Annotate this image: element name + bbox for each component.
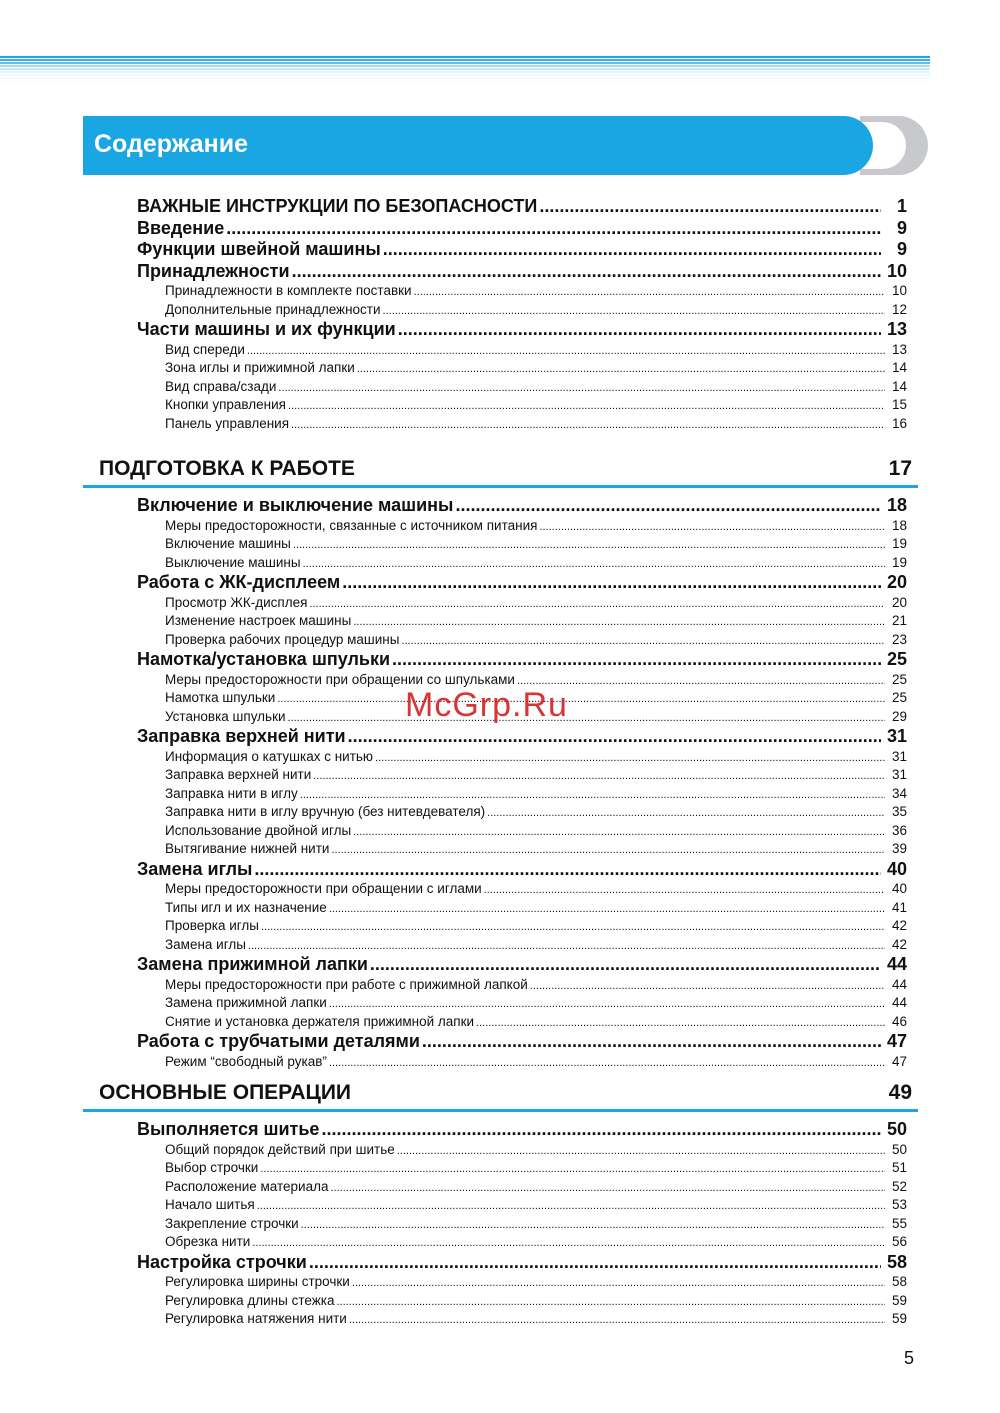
dot-leader: [257, 1196, 885, 1216]
toc-chapter-entry[interactable]: [137, 261, 907, 283]
toc-entry-text: Типы игл и их назначение: [165, 899, 327, 915]
toc-entry-text: Закрепление строчки: [165, 1215, 299, 1231]
toc-entry-page: 51: [891, 1160, 907, 1175]
dot-leader: [288, 396, 885, 416]
toc-entry-page: 55: [891, 1215, 907, 1231]
toc-subentry[interactable]: [137, 1196, 907, 1215]
toc-entry-text: Вытягивание нижней нити: [165, 841, 330, 856]
toc-entry-page: 21: [891, 613, 907, 628]
dot-leader: [329, 1053, 885, 1073]
dot-leader: [331, 1178, 886, 1198]
dot-leader: [349, 1310, 885, 1330]
toc-subentry[interactable]: [137, 1215, 907, 1234]
page-title: Содержание: [94, 130, 249, 158]
toc-entry-text: Замена иглы: [137, 858, 253, 879]
toc-subentry[interactable]: [137, 301, 907, 320]
dot-leader: [331, 840, 885, 860]
toc-entry-page: 40: [886, 858, 907, 879]
toc-entry-page: 10: [891, 283, 907, 298]
title-banner: [83, 116, 873, 175]
toc-subentry[interactable]: [137, 880, 907, 899]
toc-entry-text: Начало шитья: [165, 1197, 255, 1212]
dot-leader: [292, 261, 881, 283]
dot-leader: [392, 649, 881, 671]
toc-entry-page: 25: [891, 671, 907, 687]
dot-leader: [293, 535, 885, 555]
toc-entry-text: Регулировка ширины строчки: [165, 1274, 350, 1289]
toc-subentry[interactable]: [137, 359, 907, 378]
toc-chapter-entry[interactable]: [137, 218, 907, 240]
toc-chapter-entry[interactable]: [137, 726, 907, 748]
toc-subentry[interactable]: [137, 517, 907, 536]
toc-entry-text: Дополнительные принадлежности: [165, 301, 381, 317]
toc-entry-text: Установка шпульки: [165, 708, 286, 724]
toc-entry-page: 23: [891, 631, 907, 647]
toc-subentry[interactable]: [137, 341, 907, 360]
toc-entry-text: Замена прижимной лапки: [165, 995, 327, 1010]
toc-entry-page: 29: [891, 708, 907, 724]
toc-entry-page: 58: [886, 1251, 907, 1272]
toc-entry-page: 9: [896, 239, 907, 259]
toc-entry-text: Выключение машины: [165, 554, 301, 570]
toc-subentry[interactable]: [137, 822, 907, 841]
dot-leader: [254, 859, 881, 881]
toc-entry-page: 47: [891, 1053, 907, 1069]
toc-subentry[interactable]: [137, 917, 907, 936]
toc-entry-text: Режим “свободный рукав”: [165, 1053, 327, 1069]
dot-leader: [342, 572, 881, 594]
dot-leader: [329, 899, 885, 919]
toc-entry-page: 12: [891, 301, 907, 317]
toc-entry-text: Заправка верхней нити: [165, 767, 312, 782]
dot-leader: [539, 517, 885, 537]
toc-chapter-entry[interactable]: [137, 572, 907, 594]
toc-entry-text: Замена прижимной лапки: [137, 954, 368, 974]
toc-entry-page: 10: [886, 260, 907, 281]
watermark: McGrp.Ru: [405, 686, 568, 724]
toc-chapter-entry[interactable]: [137, 1119, 907, 1141]
toc-entry-page: 39: [891, 841, 907, 856]
toc-entry-text: Замена иглы: [165, 936, 246, 952]
toc-entry-page: 25: [891, 690, 907, 705]
toc-entry-text: ВАЖНЫЕ ИНСТРУКЦИИ ПО БЕЗОПАСНОСТИ: [137, 196, 538, 216]
toc-subentry[interactable]: [137, 1053, 907, 1072]
dot-leader: [487, 803, 885, 823]
toc-entry-text: Настройка строчки: [137, 1251, 307, 1272]
toc-entry-page: 50: [886, 1119, 907, 1139]
section-page: 49: [888, 1081, 912, 1104]
toc-subentry[interactable]: [137, 1273, 907, 1292]
toc-entry-page: 19: [891, 536, 907, 551]
toc-subentry[interactable]: [137, 766, 907, 785]
toc-entry-page: 20: [886, 572, 907, 592]
toc-entry-page: 44: [886, 954, 907, 974]
toc-entry-page: 14: [891, 378, 907, 394]
toc-entry-text: Введение: [137, 217, 225, 238]
toc-entry-text: Части машины и их функции: [137, 319, 396, 339]
toc-entry-text: Функции швейной машины: [137, 239, 381, 259]
toc-entry-text: Зона иглы и прижимной лапки: [165, 360, 355, 375]
toc-entry-text: Выполняется шитье: [137, 1119, 320, 1139]
toc-subentry[interactable]: [137, 535, 907, 554]
dot-leader: [455, 495, 881, 517]
dot-leader: [248, 936, 885, 956]
toc-entry-text: Просмотр ЖК-дисплея: [165, 594, 308, 610]
toc-chapter-entry[interactable]: [137, 954, 907, 976]
toc-entry-page: 53: [891, 1197, 907, 1212]
toc-entry-text: Принадлежности в комплекте поставки: [165, 283, 412, 298]
toc-entry-text: Вид справа/сзади: [165, 378, 277, 394]
toc-entry-page: 20: [891, 594, 907, 610]
dot-leader: [348, 726, 881, 748]
toc-entry-text: Меры предосторожности при работе с прижимной лапкой: [165, 976, 528, 992]
toc-subentry[interactable]: [137, 1159, 907, 1178]
toc-entry-text: Меры предосторожности при обращении со шпульками: [165, 671, 515, 687]
toc-entry-text: Изменение настроек машины: [165, 613, 352, 628]
toc-entry-page: 19: [891, 554, 907, 570]
toc-subentry[interactable]: [137, 1141, 907, 1160]
toc-entry-text: Регулировка натяжения нити: [165, 1311, 347, 1326]
section-header-basic-operations: [83, 1079, 918, 1112]
dot-leader: [300, 785, 885, 805]
dot-leader: [301, 1215, 885, 1235]
dot-leader: [336, 1292, 885, 1312]
toc-subentry[interactable]: [137, 1178, 907, 1197]
toc-entry-text: Расположение материала: [165, 1178, 329, 1194]
dot-leader: [313, 766, 885, 786]
toc-entry-page: 18: [886, 495, 907, 515]
toc-entry-text: Работа с трубчатыми деталями: [137, 1031, 420, 1051]
dot-leader: [398, 319, 881, 341]
toc-entry-page: 40: [891, 881, 907, 896]
header-stripe-band: [0, 56, 930, 84]
toc-entry-page: 56: [891, 1234, 907, 1249]
dot-leader: [321, 1119, 881, 1141]
dot-leader: [288, 708, 885, 728]
dot-leader: [476, 1013, 885, 1033]
toc-entry-page: 18: [891, 517, 907, 533]
toc-entry-page: 14: [891, 360, 907, 375]
dot-leader: [329, 994, 885, 1014]
toc-entry-page: 15: [891, 397, 907, 412]
toc-subentry[interactable]: [137, 1013, 907, 1032]
dot-leader: [401, 631, 885, 651]
dot-leader: [226, 218, 881, 240]
toc-entry-page: 34: [891, 785, 907, 801]
toc-entry-text: Заправка нити в иглу: [165, 785, 298, 801]
toc-entry-text: Меры предосторожности, связанные с источником питания: [165, 517, 538, 533]
toc-subentry[interactable]: [137, 378, 907, 397]
toc-subentry[interactable]: [137, 899, 907, 918]
toc-intro-list: [137, 196, 907, 433]
toc-entry-page: 44: [891, 976, 907, 992]
toc-subentry[interactable]: [137, 396, 907, 415]
toc-entry-page: 31: [891, 767, 907, 782]
toc-subentry[interactable]: [137, 612, 907, 631]
dot-leader: [422, 1031, 881, 1053]
dot-leader: [414, 282, 885, 302]
toc-chapter-entry[interactable]: [137, 1031, 907, 1053]
toc-entry-page: 31: [891, 748, 907, 764]
toc-chapter-entry[interactable]: [137, 495, 907, 517]
dot-leader: [247, 341, 885, 361]
toc-entry-text: Использование двойной иглы: [165, 822, 352, 838]
dot-leader: [383, 239, 881, 261]
dot-leader: [353, 612, 885, 632]
dot-leader: [277, 689, 885, 709]
toc-entry-page: 9: [896, 217, 907, 238]
toc-subentry[interactable]: [137, 1233, 907, 1252]
toc-entry-text: Информация о катушках с нитью: [165, 748, 374, 764]
toc-subentry[interactable]: [137, 415, 907, 434]
toc-entry-text: Меры предосторожности при обращении с иглами: [165, 881, 482, 896]
toc-subentry[interactable]: [137, 976, 907, 995]
toc-entry-text: Проверка рабочих процедур машины: [165, 631, 400, 647]
toc-chapter-entry[interactable]: [137, 649, 907, 671]
dot-leader: [539, 196, 881, 218]
toc-subentry[interactable]: [137, 785, 907, 804]
dot-leader: [352, 1273, 885, 1293]
toc-subentry[interactable]: [137, 1292, 907, 1311]
dot-leader: [357, 359, 885, 379]
toc-entry-page: 16: [891, 415, 907, 431]
toc-entry-text: Обрезка нити: [165, 1234, 251, 1249]
toc-chapter-entry[interactable]: [137, 196, 907, 218]
dot-leader: [252, 1233, 885, 1253]
toc-entry-page: 47: [886, 1031, 907, 1051]
toc-entry-text: Включение машины: [165, 536, 291, 551]
toc-entry-page: 59: [891, 1311, 907, 1326]
toc-entry-page: 36: [891, 822, 907, 838]
dot-leader: [530, 976, 885, 996]
toc-entry-page: 52: [891, 1178, 907, 1194]
dot-leader: [375, 748, 885, 768]
dot-leader: [261, 917, 885, 937]
toc-basic-operations-list: [137, 1119, 907, 1329]
toc-entry-text: Регулировка длины стежка: [165, 1292, 335, 1308]
toc-entry-page: 50: [891, 1141, 907, 1157]
toc-subentry[interactable]: [137, 994, 907, 1013]
section-header-preparation: [83, 455, 918, 488]
section-title: ОСНОВНЫЕ ОПЕРАЦИИ: [99, 1081, 352, 1104]
toc-entry-page: 42: [891, 918, 907, 933]
toc-chapter-entry[interactable]: [137, 1252, 907, 1274]
toc-entry-page: 25: [886, 649, 907, 669]
dot-leader: [303, 554, 885, 574]
toc-chapter-entry[interactable]: [137, 319, 907, 341]
section-page: 17: [888, 457, 912, 480]
page-number: 5: [904, 1348, 915, 1368]
toc-chapter-entry[interactable]: [137, 859, 907, 881]
dot-leader: [309, 594, 885, 614]
toc-entry-page: 42: [891, 936, 907, 952]
toc-subentry[interactable]: [137, 748, 907, 767]
toc-subentry[interactable]: [137, 631, 907, 650]
toc-subentry[interactable]: [137, 594, 907, 613]
dot-leader: [309, 1252, 881, 1274]
dot-leader: [517, 671, 885, 691]
toc-entry-page: 35: [891, 804, 907, 819]
toc-subentry[interactable]: [137, 554, 907, 573]
toc-entry-text: Кнопки управления: [165, 397, 286, 412]
dot-leader: [260, 1159, 885, 1179]
dot-leader: [397, 1141, 885, 1161]
toc-entry-text: Заправка нити в иглу вручную (без нитевдевателя): [165, 804, 486, 819]
toc-entry-text: Включение и выключение машины: [137, 495, 454, 515]
dot-leader: [291, 415, 885, 435]
toc-entry-text: Намотка/установка шпульки: [137, 649, 391, 669]
toc-entry-text: Выбор строчки: [165, 1160, 259, 1175]
toc-entry-text: Принадлежности: [137, 260, 290, 281]
toc-entry-page: 59: [891, 1292, 907, 1308]
toc-subentry[interactable]: [137, 840, 907, 859]
toc-entry-page: 31: [886, 726, 907, 746]
toc-entry-text: Снятие и установка держателя прижимной лапки: [165, 1013, 475, 1029]
toc-entry-page: 46: [891, 1013, 907, 1029]
dot-leader: [370, 954, 881, 976]
toc-entry-text: Проверка иглы: [165, 918, 259, 933]
toc-entry-page: 1: [896, 196, 907, 216]
dot-leader: [278, 378, 885, 398]
toc-entry-text: Общий порядок действий при шитье: [165, 1141, 395, 1157]
toc-entry-text: Заправка верхней нити: [137, 726, 346, 746]
toc-entry-text: Панель управления: [165, 415, 290, 431]
toc-chapter-entry[interactable]: [137, 239, 907, 261]
dot-leader: [484, 880, 885, 900]
dot-leader: [383, 301, 885, 321]
toc-entry-text: Вид спереди: [165, 341, 245, 357]
toc-entry-page: 58: [891, 1274, 907, 1289]
toc-subentry[interactable]: [137, 936, 907, 955]
dot-leader: [353, 822, 885, 842]
section-title: ПОДГОТОВКА К РАБОТЕ: [99, 457, 355, 480]
toc-preparation-list: [137, 495, 907, 1071]
toc-entry-text: Работа с ЖК-дисплеем: [137, 572, 341, 592]
toc-entry-page: 44: [891, 995, 907, 1010]
toc-subentry[interactable]: [137, 1310, 907, 1329]
toc-entry-page: 13: [891, 341, 907, 357]
toc-subentry[interactable]: [137, 803, 907, 822]
toc-subentry[interactable]: [137, 282, 907, 301]
toc-entry-page: 41: [891, 899, 907, 915]
toc-entry-page: 13: [886, 319, 907, 339]
toc-entry-text: Намотка шпульки: [165, 690, 276, 705]
